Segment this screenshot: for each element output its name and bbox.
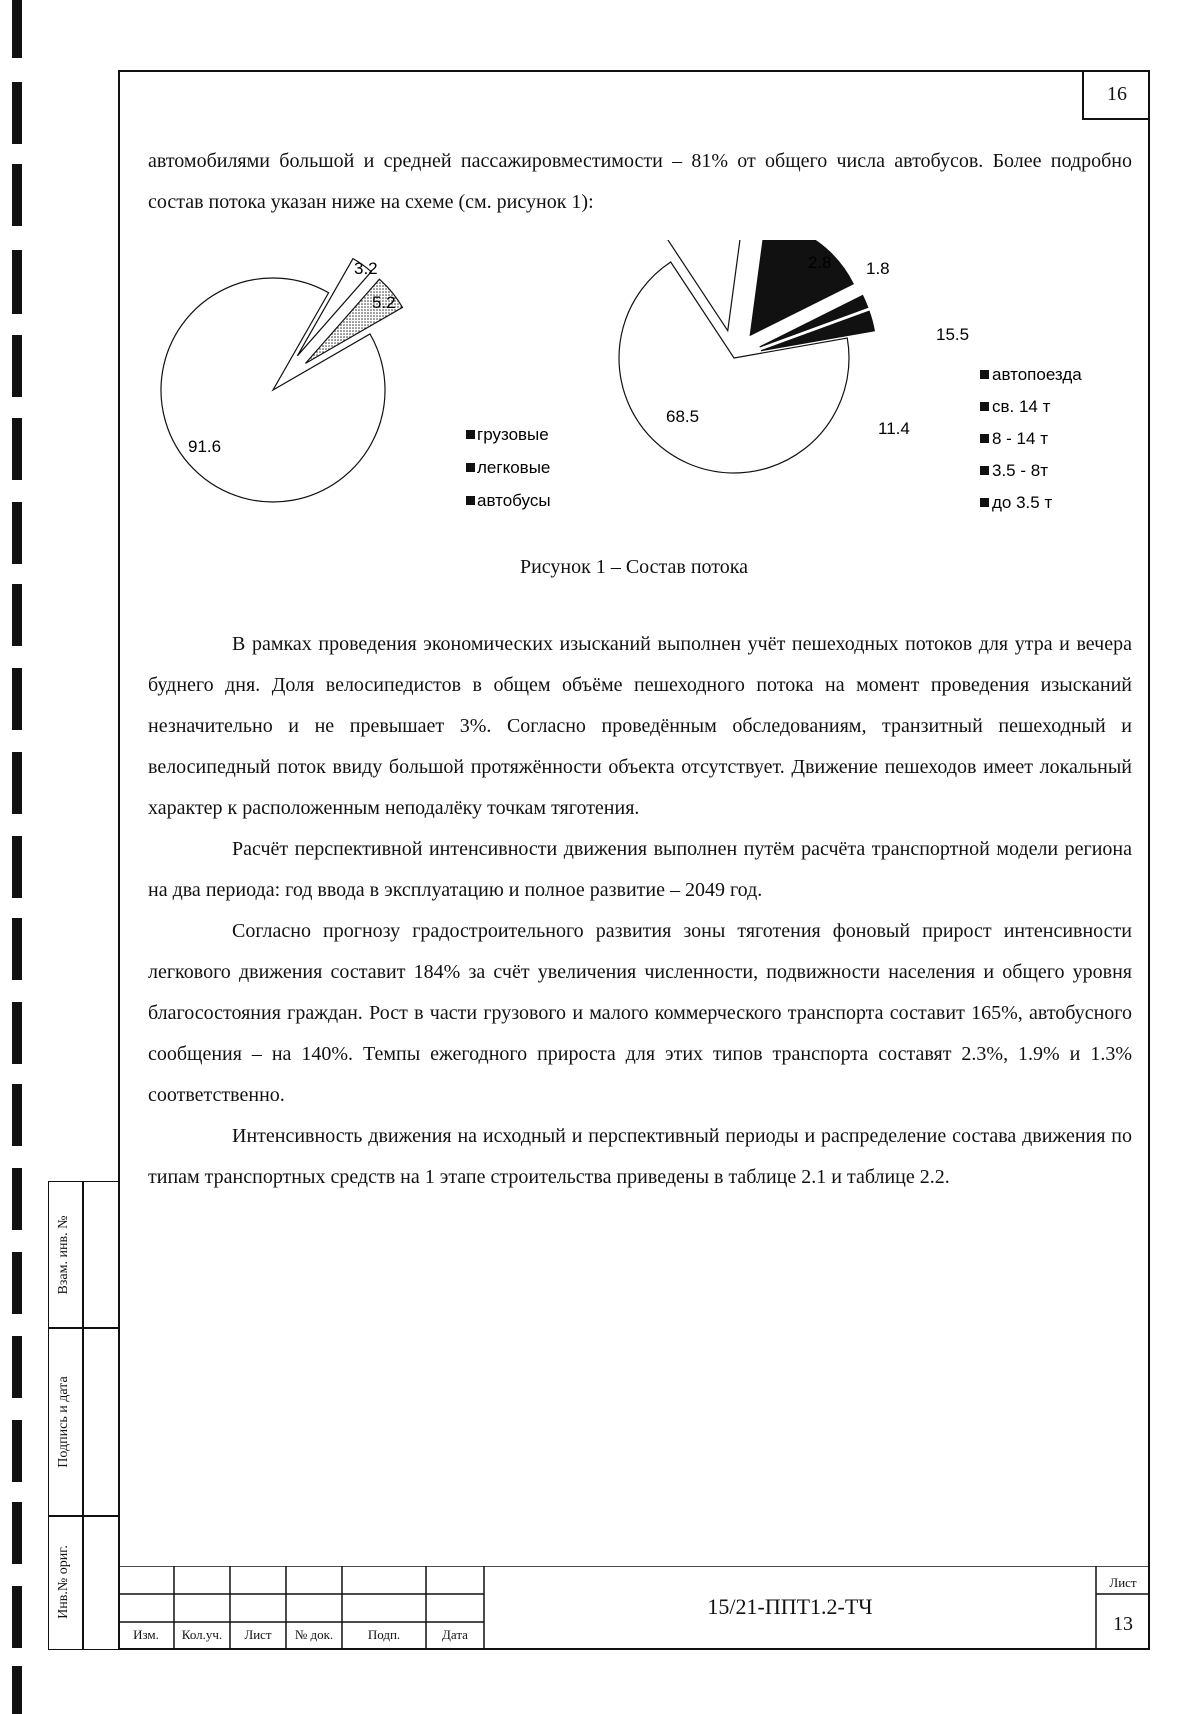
body-paragraph: Расчёт перспективной интенсивности движения выполнен путём расчёта транспортной модели региона на два периода: год ввода в эксплуатацию и полное развитие – 2049 год. bbox=[148, 838, 1132, 901]
tb-header-kol: Кол.уч. bbox=[181, 1627, 223, 1642]
legend-pie2-item-3: 3.5 - 8т bbox=[992, 461, 1048, 480]
binding-mark bbox=[12, 1168, 22, 1230]
doc-code: 15/21-ППТ1.2-ТЧ bbox=[707, 1594, 873, 1619]
legend-pie1-item-2: автобусы bbox=[477, 491, 551, 510]
body-paragraph: В рамках проведения экономических изысканий выполнен учёт пешеходных потоков для утра и вечера буднего дня. Доля велосипедистов в общем объёме пешеходного потока на момент проведения изысканий незначительно и не превышает 3%. Согласно проведённым обследованиям, транзитный пешеходный и велосипедный поток ввиду большой протяжённости объекта отсутствует. Движение пешеходов имеет локальный характер к расположенным неподалёку точкам тяготения. bbox=[148, 633, 1132, 819]
body-text bbox=[148, 624, 1132, 1198]
legend-marker bbox=[980, 466, 989, 475]
legend-marker bbox=[980, 498, 989, 507]
binding-mark bbox=[12, 668, 22, 730]
tb-header-podp: Подп. bbox=[367, 1627, 401, 1642]
binding-mark bbox=[12, 1084, 22, 1146]
binding-mark bbox=[12, 250, 22, 314]
binding-mark bbox=[12, 836, 22, 898]
binding-mark bbox=[12, 0, 22, 58]
binding-mark bbox=[12, 584, 22, 646]
binding-mark bbox=[12, 1336, 22, 1398]
pie-value-label: 2.8 bbox=[808, 253, 832, 272]
body-paragraph: Согласно прогнозу градостроительного развития зоны тяготения фоновый прирост интенсивности легкового движения составит 184% за счёт увеличения численности, подвижности населения и общего уровня благосостояния граждан. Рост в части грузового и малого коммерческого транспорта составит 165%, автобусного сообщения – на 140%. Темпы ежегодного прироста для этих типов транспорта составят 2.3%, 1.9% и 1.3% соответственно. bbox=[148, 920, 1132, 1106]
stamp-vzam-label: Взам. инв. № bbox=[56, 1215, 71, 1295]
stamp-inv-label: Инв.№ ориг. bbox=[56, 1545, 71, 1619]
binding-mark bbox=[12, 1502, 22, 1564]
pie-slice-8-14-т bbox=[750, 240, 853, 335]
sheet-label: Лист bbox=[1109, 1575, 1137, 1590]
intro-text: автомобилями большой и средней пассажировместимости – 81% от общего числа автобусов. Более подробно состав потока указан ниже на схеме (см. рисунок 1): bbox=[148, 150, 1132, 213]
pie-value-label: 68.5 bbox=[666, 407, 700, 426]
pie-value-label: 5.2 bbox=[372, 293, 396, 312]
legend-pie1-item-0: грузовые bbox=[477, 425, 549, 444]
legend-marker bbox=[980, 402, 989, 411]
binding-mark bbox=[12, 1666, 22, 1714]
legend-pie2-item-1: св. 14 т bbox=[992, 397, 1051, 416]
pie-value-label: 1.8 bbox=[866, 259, 890, 278]
legend-pie1 bbox=[466, 425, 551, 510]
tb-header-data: Дата bbox=[442, 1627, 468, 1642]
tb-header-ndok: № док. bbox=[294, 1627, 334, 1642]
page-number: 16 bbox=[1082, 70, 1150, 120]
stamp-cell bbox=[82, 1327, 120, 1517]
binding-mark bbox=[12, 1002, 22, 1064]
figure-caption: Рисунок 1 – Состав потока bbox=[519, 556, 749, 578]
binding-mark bbox=[12, 335, 22, 397]
binding-mark bbox=[12, 1252, 22, 1314]
binding-mark bbox=[12, 418, 22, 480]
legend-marker bbox=[466, 430, 475, 439]
pie-value-label: 3.2 bbox=[354, 259, 378, 278]
binding-mark bbox=[12, 752, 22, 814]
legend-marker bbox=[466, 496, 475, 505]
binding-mark bbox=[12, 1420, 22, 1482]
legend-pie2-item-2: 8 - 14 т bbox=[992, 429, 1048, 448]
legend-marker bbox=[980, 434, 989, 443]
binding-mark bbox=[12, 1586, 22, 1648]
legend-pie2-item-0: автопоезда bbox=[992, 365, 1082, 384]
legend-marker bbox=[466, 463, 475, 472]
figure-charts bbox=[118, 240, 1150, 530]
binding-mark bbox=[12, 82, 22, 144]
binding-mark bbox=[12, 164, 22, 226]
pie-value-label: 91.6 bbox=[188, 437, 222, 456]
body-paragraph: Интенсивность движения на исходный и перспективный периоды и распределение состава движения по типам транспортных средств на 1 этапе строительства приведены в таблице 2.1 и таблице 2.2. bbox=[148, 1125, 1132, 1188]
legend-marker bbox=[980, 370, 989, 379]
binding-mark bbox=[12, 918, 22, 980]
pie-value-label: 11.4 bbox=[878, 419, 910, 438]
sheet-number: 13 bbox=[1113, 1613, 1133, 1635]
binding-mark bbox=[12, 502, 22, 564]
stamp-cell bbox=[82, 1515, 120, 1650]
tb-header-izm: Изм. bbox=[133, 1627, 159, 1642]
intro-paragraph bbox=[148, 141, 1132, 223]
pie-value-label: 15.5 bbox=[936, 325, 970, 344]
pie-chart-vehicle-types bbox=[161, 259, 402, 502]
legend-pie2-item-4: до 3.5 т bbox=[992, 493, 1053, 512]
stamp-signature-label: Подпись и дата bbox=[56, 1376, 71, 1468]
legend-pie2 bbox=[980, 365, 1082, 512]
stamp-cell bbox=[82, 1181, 120, 1329]
tb-header-list: Лист bbox=[244, 1627, 272, 1642]
pie-chart-truck-classes bbox=[619, 240, 969, 473]
legend-pie1-item-1: легковые bbox=[477, 458, 551, 477]
